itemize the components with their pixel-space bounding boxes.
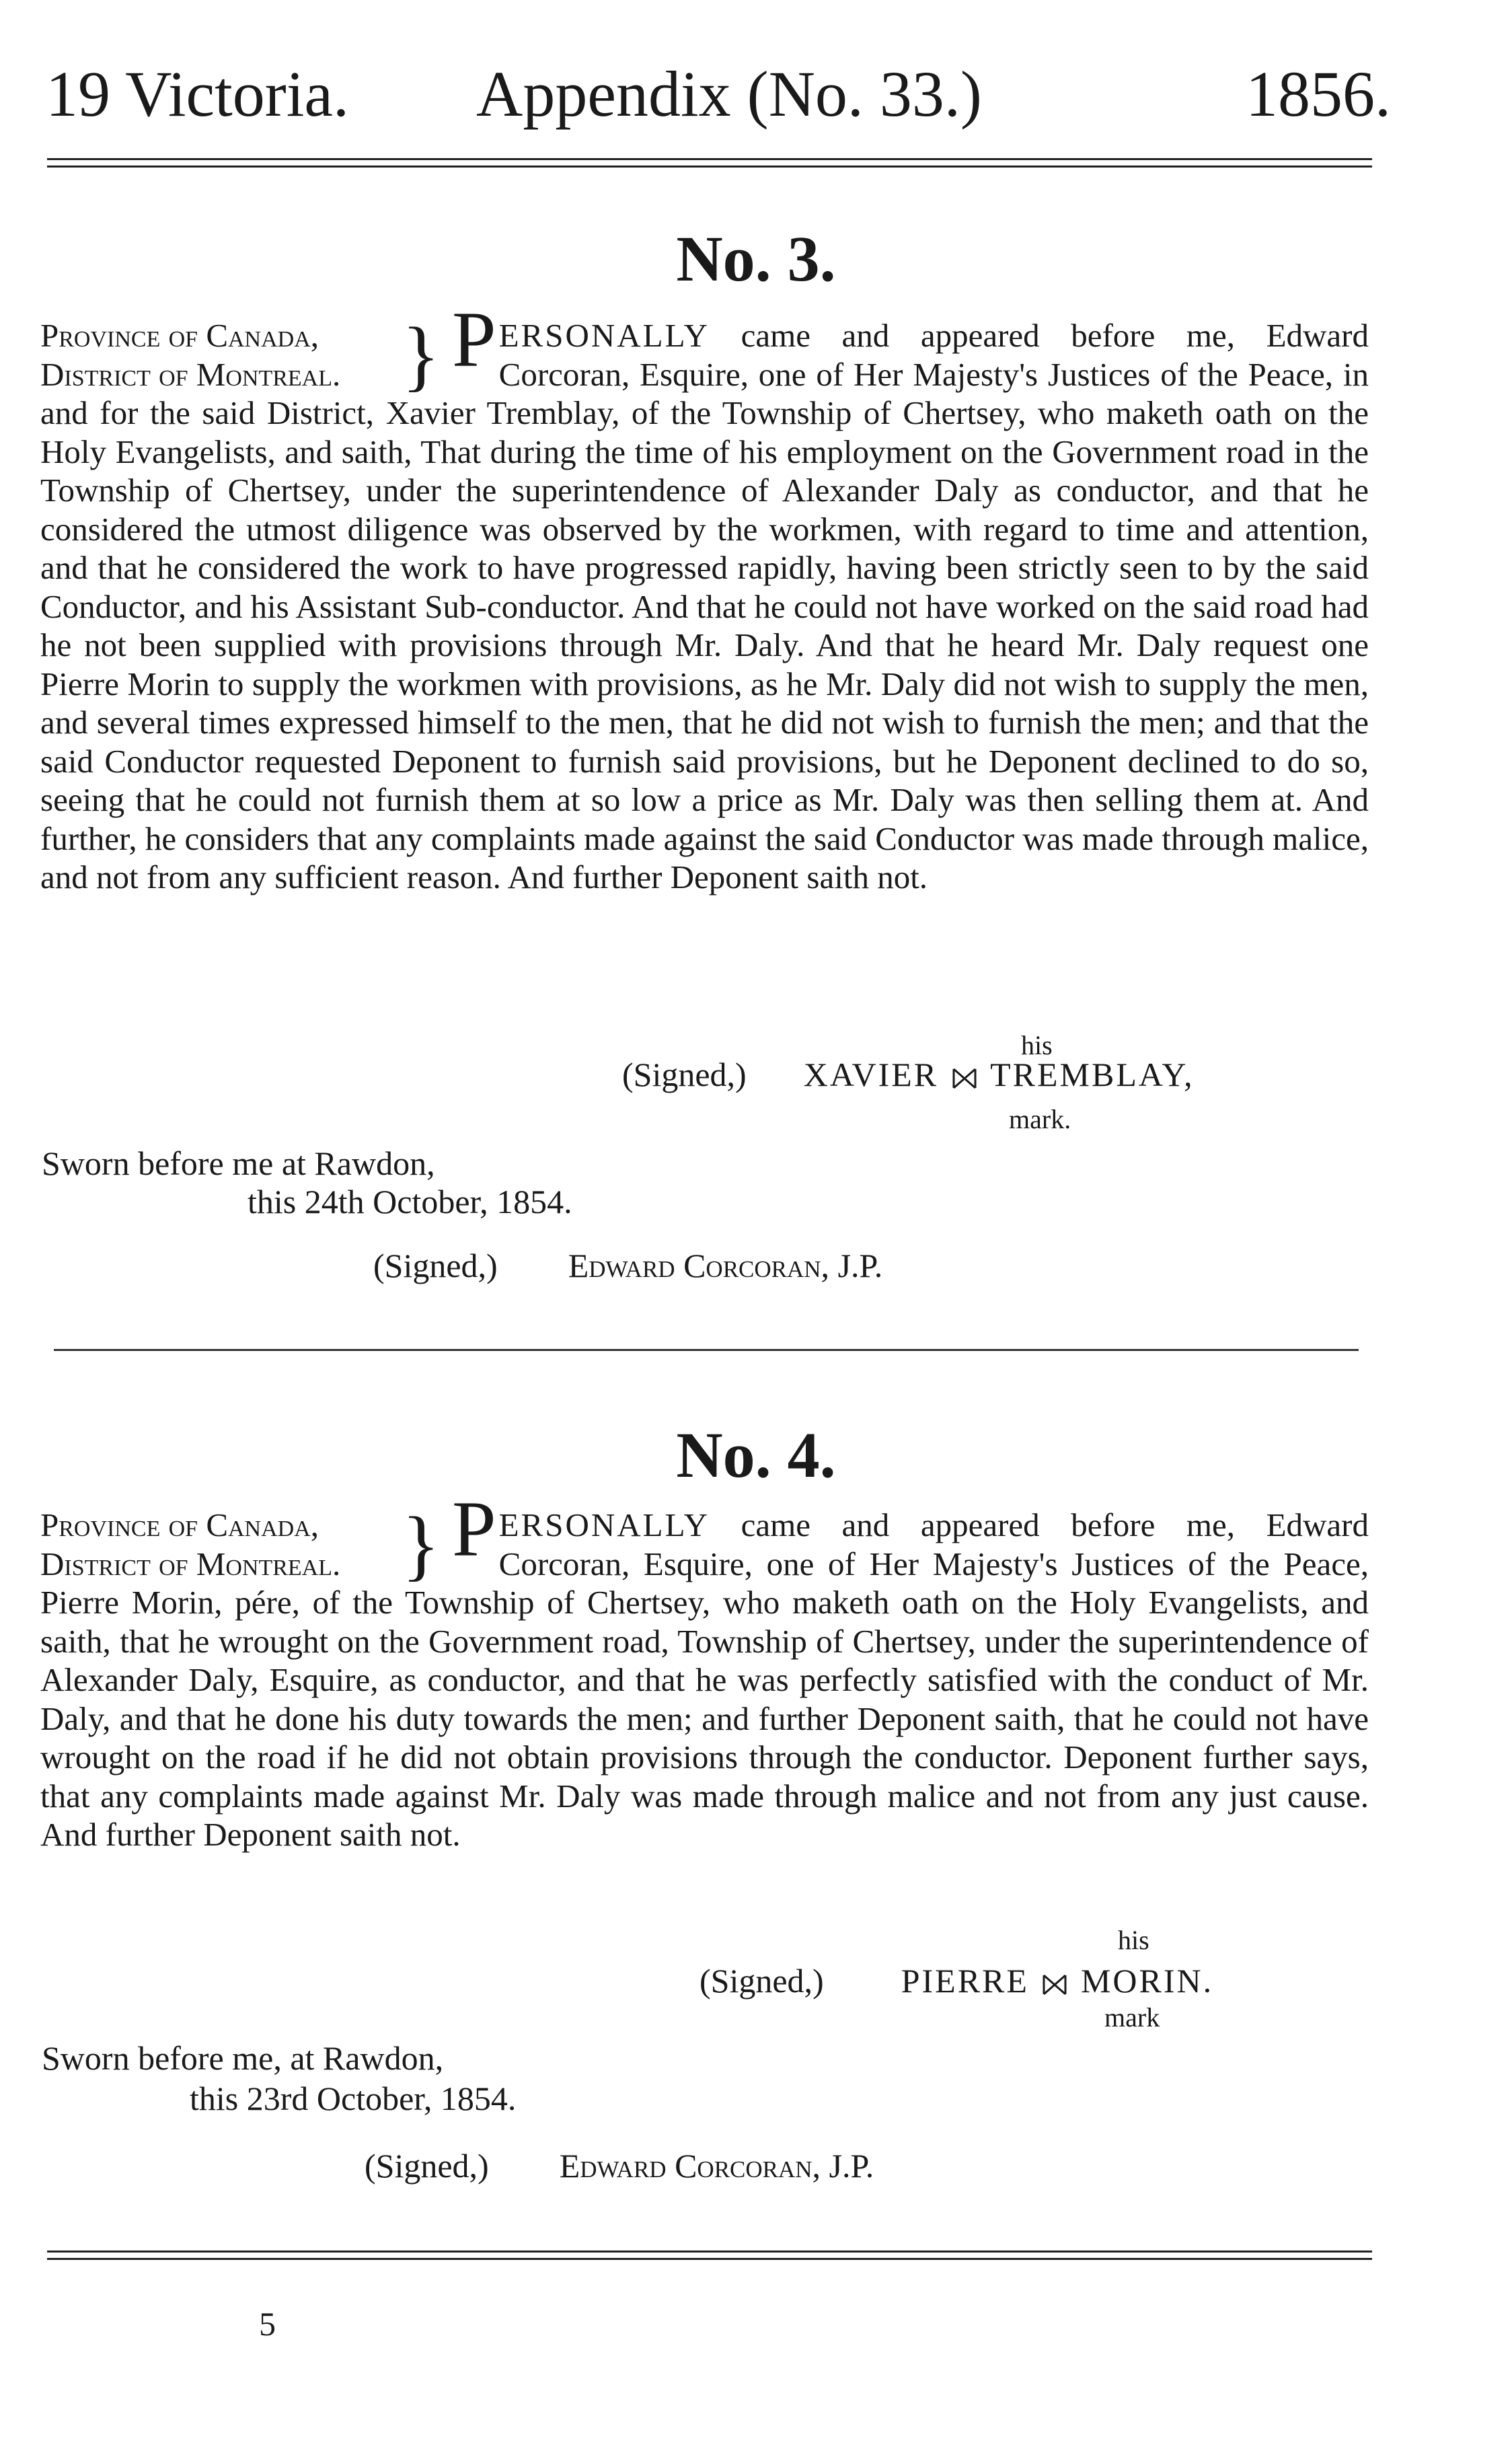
- doc4-caption-district: District of Montreal.: [40, 1545, 341, 1582]
- doc4-justice-name: Edward Corcoran,: [559, 2147, 821, 2185]
- doc4-signed-label: (Signed,): [700, 1962, 824, 2000]
- section-divider: [54, 1349, 1359, 1351]
- header-rule: [47, 158, 1372, 168]
- doc3-sworn-line1: Sworn before me at Rawdon,: [42, 1144, 435, 1182]
- doc4-brace: }: [402, 1500, 440, 1588]
- doc4-dropcap: P: [452, 1485, 496, 1573]
- doc3-deposition: [40, 295, 1369, 897]
- doc4-sworn-line1: Sworn before me, at Rawdon,: [42, 2039, 444, 2077]
- cross-mark-icon: [951, 1065, 978, 1092]
- doc3-brace: }: [402, 311, 440, 399]
- cross-mark-icon: [1041, 1971, 1068, 1998]
- doc4-sworn-line2: this 23rd October, 1854.: [190, 2080, 517, 2117]
- doc4-mark-label: mark: [1104, 2002, 1160, 2033]
- doc3-sworn-line2: this 24th October, 1854.: [248, 1183, 572, 1220]
- page-number: 5: [259, 2305, 276, 2343]
- doc4-lead: ERSONALLY: [498, 1506, 710, 1543]
- doc3-lead: ERSONALLY: [498, 317, 710, 354]
- doc4-deposition: [40, 1485, 1369, 1854]
- doc3-caption: [40, 311, 444, 399]
- doc4-justice-signed: (Signed,): [365, 2147, 489, 2185]
- doc3-body: came and appeared before me, Edward Corcoran, Esquire, one of Her Majesty's Justices of the Peace, in and for the said District, Xavier Tremblay, of the Township of Chertsey, who maketh oath on the Holy Evangelists, and saith, That during the time of his employment on the Government road in the Township of Chertsey, under the superintendence of Alexander Daly as conductor, and that he considered the utmost diligence was observed by the workmen, with regard to time and attention, and that he considered the work to have progressed rapidly, having been strictly seen to by the said Conductor, and his Assistant Sub-conductor. And that he could not have worked on the said road had he not been supplied with provisions through Mr. Daly. And that he heard Mr. Daly request one Pierre Morin to supply the workmen with provisions, as he Mr. Daly did not wish to supply the men, and several times expressed himself to the men, that he did not wish to furnish the men; and that the said Conductor requested Deponent to furnish said provisions, but he Deponent declined to do so, seeing that he could not furnish them at so low a price as Mr. Daly was then selling them at. And further, he considers that any complaints made against the said Conductor was made through malice, and not from any sufficient reason. And further Deponent saith not.: [40, 317, 1369, 895]
- doc4-body: came and appeared before me, Edward Corcoran, Esquire, one of Her Majesty's Justices of the Peace, Pierre Morin, pére, of the Township of Chertsey, who maketh oath on the Holy Evangelists, and saith, that he wrought on the Government road, Township of Chertsey, under the superintendence of Alexander Daly, Esquire, as conductor, and that he was perfectly satisfied with the conduct of Mr. Daly, and that he done his duty towards the men; and further Deponent saith, that he could not have wrought on the road if he did not obtain provisions through the conductor. Deponent further says, that any complaints made against Mr. Daly was made through malice and not from any just cause. And further Deponent saith not.: [40, 1506, 1369, 1853]
- doc3-mark-label: mark.: [1009, 1104, 1071, 1134]
- doc4-deponent-last: MORIN.: [1080, 1962, 1214, 2000]
- doc4-justice-signature: [365, 2146, 874, 2185]
- footer-rule: [47, 2251, 1372, 2260]
- doc3-caption-province: Province of Canada,: [40, 317, 319, 354]
- doc3-deponent-first: XAVIER: [803, 1056, 939, 1093]
- header-appendix: Appendix (No. 33.): [476, 58, 982, 130]
- doc3-mark-his: his: [1021, 1030, 1053, 1060]
- doc3-signed-label: (Signed,): [622, 1056, 747, 1093]
- doc3-deponent-last: TREMBLAY,: [990, 1056, 1195, 1093]
- doc3-justice-signature: [373, 1246, 882, 1285]
- header-year: 1856.: [1246, 58, 1391, 130]
- header-regnal-year: 19 Victoria.: [46, 58, 350, 130]
- running-header: [46, 47, 1391, 141]
- doc3-dropcap: P: [452, 295, 496, 383]
- doc4-caption-province: Province of Canada,: [40, 1506, 319, 1543]
- doc4-number: No. 4.: [676, 1419, 836, 1491]
- doc4-justice-title: J.P.: [829, 2147, 874, 2185]
- doc3-justice-name: Edward Corcoran,: [568, 1247, 830, 1284]
- doc4-deponent-first: PIERRE: [901, 1962, 1029, 2000]
- doc4-signature: [700, 1961, 1213, 2000]
- doc3-justice-title: J.P.: [837, 1247, 883, 1284]
- doc3-caption-district: District of Montreal.: [40, 355, 341, 393]
- doc3-justice-signed: (Signed,): [373, 1247, 498, 1284]
- doc4-caption: [40, 1500, 444, 1588]
- doc3-signature: [622, 1055, 1195, 1094]
- doc4-mark-his: his: [1118, 1925, 1149, 1955]
- doc3-number: No. 3.: [676, 223, 836, 295]
